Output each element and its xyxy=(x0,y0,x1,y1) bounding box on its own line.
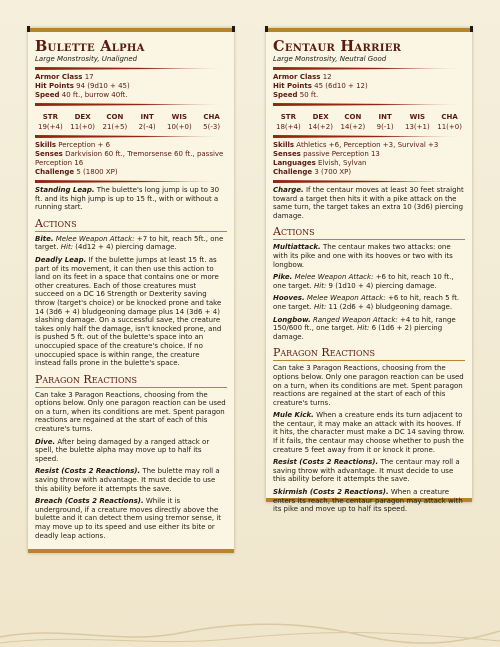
reaction-dive: Dive. After being damaged by a ranged attack or spell, the bulette alpha may move up to half its speed. xyxy=(35,437,210,463)
action-deadly-leap: Deadly Leap. If the bulette jumps at least 15 ft. as part of its movement, it can then use this action to land on its feet in a space that contains one or more other creatures. Each of those creatures must succeed on a DC 16 Strength or Dexterity saving throw (target's choice) or be knocked prone and take 14 (3d6 + 4) bludgeoning damage plus 14 (3d6 + 4) slashing damage. On a successful save, the creature takes only half the damage, isn't knocked prone, and is pushed 5 ft. out of the bulette's space into an unoccupied space of the creature's choice. If no unoccupied space is within range, the creature instead falls prone in the bulette's space. xyxy=(35,255,222,368)
reaction-mule-kick: Mule Kick. When a creature ends its turn adjacent to the centaur, it may make an attack with its hooves. If it hits, the character must make a DC 14 saving throw. If it fails, the centaur may choose whether to push the creature 5 feet away from it or knock it prone. xyxy=(273,411,465,454)
speed: Speed 50 ft. xyxy=(273,91,319,99)
armor-class: Armor Class 12 xyxy=(273,73,332,81)
divider xyxy=(35,67,227,70)
ability-int: INT 9(-1) xyxy=(376,113,394,131)
divider xyxy=(273,135,465,138)
section-actions: Actions xyxy=(35,217,227,232)
reaction-resist: Resist (Costs 2 Reactions). The centaur may roll a saving throw with advantage. It must decide to use this ability before it attempts the save. xyxy=(273,458,460,484)
armor-class: Armor Class 17 xyxy=(35,73,94,81)
challenge: Challenge 5 (1800 XP) xyxy=(35,168,118,176)
hit-points: Hit Points 45 (6d10 + 12) xyxy=(273,82,368,90)
ability-str: STR 19(+4) xyxy=(38,113,63,131)
divider xyxy=(273,103,465,106)
senses: Senses passive Perception 13 xyxy=(273,150,380,158)
reaction-breach: Breach (Costs 2 Reactions). While it is underground, if a creature moves directly above the bulette and it can detect them using tremor sense, it may move up to its speed and use either its bite or deadly leap actions. xyxy=(35,497,222,540)
ability-wis: WIS 13(+1) xyxy=(405,113,430,131)
trait-standing-leap: Standing Leap. The bulette's long jump is up to 30 ft. and its high jump is up to 15 ft., with or without a running start. xyxy=(35,186,220,212)
section-paragon-reactions: Paragon Reactions xyxy=(273,346,465,361)
speed: Speed 40 ft., burrow 40ft. xyxy=(35,91,128,99)
divider xyxy=(273,180,465,183)
monster-name: Centaur Harrier xyxy=(273,38,402,55)
ability-dex: DEX 14(+2) xyxy=(308,113,333,131)
section-paragon-reactions: Paragon Reactions xyxy=(35,373,227,388)
paragon-description: Can take 3 Paragon Reactions, choosing from the options below. Only one paragon reaction can be used on a turn, when its conditions are met. Spent paragon reactions are regained at the start of each of this creature's turns. xyxy=(35,390,226,434)
divider xyxy=(273,67,465,70)
monster-type: Large Monstrosity, Neutral Good xyxy=(273,55,387,63)
ability-cha: CHA 11(+0) xyxy=(437,113,462,131)
divider xyxy=(35,103,227,106)
skills: Skills Athletics +6, Perception +3, Survival +3 xyxy=(273,141,439,149)
action-hooves: Hooves. Melee Weapon Attack: +6 to hit, reach 5 ft. one target. Hit: 11 (2d6 + 4) bludgeoning damage. xyxy=(273,294,460,311)
skills: Skills Perception + 6 xyxy=(35,141,111,149)
section-actions: Actions xyxy=(273,225,465,240)
monster-type: Large Monstrosity, Unaligned xyxy=(35,55,138,63)
challenge: Challenge 3 (700 XP) xyxy=(273,168,352,176)
ability-con: CON 21(+5) xyxy=(102,113,128,131)
divider xyxy=(35,135,227,138)
action-pike: Pike. Melee Weapon Attack: +6 to hit, reach 10 ft., one target. Hit: 9 (1d10 + 4) piercing damage. xyxy=(273,273,454,290)
ability-scores xyxy=(35,112,227,132)
action-bite: Bite. Melee Weapon Attack: +7 to hit, reach 5ft., one target. Hit: (4d12 + 4) piercing damage. xyxy=(35,234,224,252)
stat-block-centaur-harrier xyxy=(266,28,472,514)
hit-points: Hit Points 94 (9d10 + 45) xyxy=(35,82,130,90)
ability-cha: CHA 5(-3) xyxy=(203,113,221,131)
reaction-resist: Resist (Costs 2 Reactions). The bulette may roll a saving throw with advantage. It must decide to use this ability before it attempts the save. xyxy=(35,467,220,493)
ability-wis: WIS 10(+0) xyxy=(167,113,192,131)
reaction-skirmish: Skirmish (Costs 2 Reactions). When a creature enters its reach, the centaur paragon may attack with its pike and move up to half its speed. xyxy=(273,488,463,514)
decorative-swirl-border xyxy=(0,607,500,647)
ability-str: STR 18(+4) xyxy=(276,113,301,131)
trait-charge: Charge. If the centaur moves at least 30 feet straight toward a target then hits it with a pike attack on the same turn, the target takes an extra 10 (3d6) piercing damage. xyxy=(273,186,464,220)
divider xyxy=(35,180,227,183)
stat-block-bulette-alpha xyxy=(28,28,234,553)
ability-dex: DEX 11(+0) xyxy=(70,113,95,131)
action-longbow: Longbow. Ranged Weapon Attack: +4 to hit, range 150/600 ft., one target. Hit: 6 (1d6 + 2) piercing damage. xyxy=(273,315,456,341)
action-multiattack: Multiattack. The centaur makes two attacks: one with its pike and one with its hooves or two with its longbow. xyxy=(273,243,453,269)
ability-scores xyxy=(273,112,465,132)
languages: Languages Elvish, Sylvan xyxy=(273,159,367,167)
paragon-description: Can take 3 Paragon Reactions, choosing from the options below. Only one paragon reaction can be used on a turn, when its conditions are met. Spent paragon reactions are regained at the start of each of this creature's turns. xyxy=(273,364,464,407)
ability-int: INT 2(-4) xyxy=(138,113,156,131)
senses: Senses Darkvision 60 ft., Tremorsense 60 ft., passive Perception 16 xyxy=(35,150,224,167)
ability-con: CON 14(+2) xyxy=(340,113,366,131)
monster-name: Bulette Alpha xyxy=(35,38,145,55)
